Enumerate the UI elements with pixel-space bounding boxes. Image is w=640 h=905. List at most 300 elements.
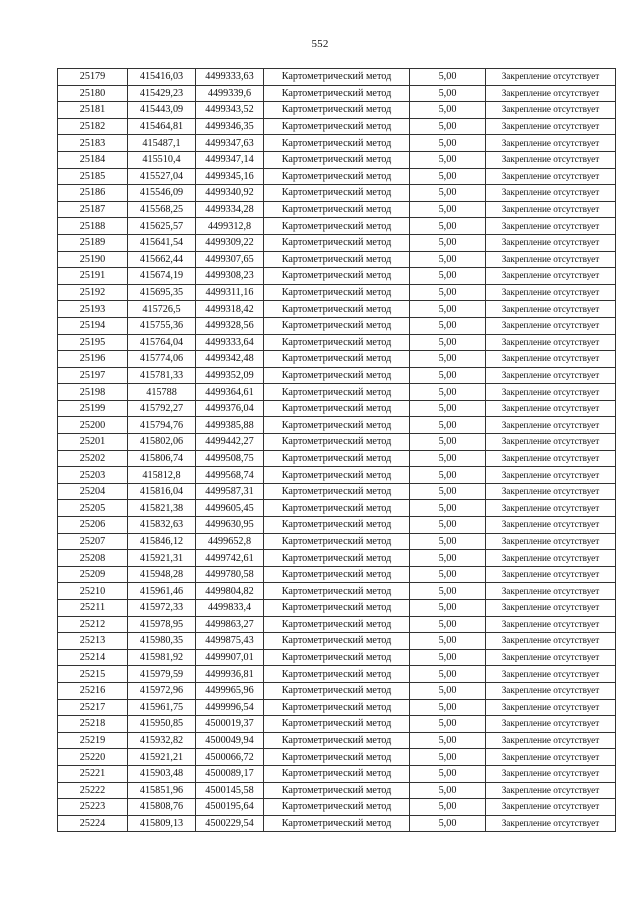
fixing-cell: Закрепление отсутствует xyxy=(486,483,616,500)
accuracy-cell: 5,00 xyxy=(410,550,486,567)
table-row xyxy=(58,69,616,86)
x-coordinate-cell: 415774,06 xyxy=(128,351,196,368)
accuracy-cell: 5,00 xyxy=(410,566,486,583)
fixing-cell: Закрепление отсутствует xyxy=(486,251,616,268)
y-coordinate-cell: 4499347,63 xyxy=(196,135,264,152)
method-cell: Картометрический метод xyxy=(264,334,410,351)
table-row xyxy=(58,400,616,417)
accuracy-cell: 5,00 xyxy=(410,732,486,749)
fixing-cell: Закрепление отсутствует xyxy=(486,151,616,168)
table-row xyxy=(58,351,616,368)
method-cell: Картометрический метод xyxy=(264,782,410,799)
method-cell: Картометрический метод xyxy=(264,168,410,185)
point-number-cell: 25205 xyxy=(58,500,128,517)
point-number-cell: 25184 xyxy=(58,151,128,168)
x-coordinate-cell: 415808,76 xyxy=(128,799,196,816)
accuracy-cell: 5,00 xyxy=(410,234,486,251)
table-row xyxy=(58,234,616,251)
x-coordinate-cell: 415903,48 xyxy=(128,765,196,782)
accuracy-cell: 5,00 xyxy=(410,799,486,816)
x-coordinate-cell: 415792,27 xyxy=(128,400,196,417)
table-row xyxy=(58,102,616,119)
y-coordinate-cell: 4499833,4 xyxy=(196,600,264,617)
x-coordinate-cell: 415972,33 xyxy=(128,600,196,617)
fixing-cell: Закрепление отсутствует xyxy=(486,600,616,617)
fixing-cell: Закрепление отсутствует xyxy=(486,616,616,633)
table-row xyxy=(58,749,616,766)
point-number-cell: 25217 xyxy=(58,699,128,716)
y-coordinate-cell: 4499318,42 xyxy=(196,301,264,318)
method-cell: Картометрический метод xyxy=(264,218,410,235)
fixing-cell: Закрепление отсутствует xyxy=(486,716,616,733)
accuracy-cell: 5,00 xyxy=(410,765,486,782)
accuracy-cell: 5,00 xyxy=(410,583,486,600)
y-coordinate-cell: 4499312,8 xyxy=(196,218,264,235)
method-cell: Картометрический метод xyxy=(264,69,410,86)
table-row xyxy=(58,268,616,285)
point-number-cell: 25196 xyxy=(58,351,128,368)
point-number-cell: 25190 xyxy=(58,251,128,268)
x-coordinate-cell: 415726,5 xyxy=(128,301,196,318)
x-coordinate-cell: 415546,09 xyxy=(128,185,196,202)
x-coordinate-cell: 415764,04 xyxy=(128,334,196,351)
point-number-cell: 25180 xyxy=(58,85,128,102)
table-row xyxy=(58,201,616,218)
y-coordinate-cell: 4499652,8 xyxy=(196,533,264,550)
y-coordinate-cell: 4499352,09 xyxy=(196,367,264,384)
point-number-cell: 25198 xyxy=(58,384,128,401)
accuracy-cell: 5,00 xyxy=(410,201,486,218)
table-row xyxy=(58,384,616,401)
accuracy-cell: 5,00 xyxy=(410,69,486,86)
fixing-cell: Закрепление отсутствует xyxy=(486,434,616,451)
accuracy-cell: 5,00 xyxy=(410,633,486,650)
fixing-cell: Закрепление отсутствует xyxy=(486,450,616,467)
fixing-cell: Закрепление отсутствует xyxy=(486,765,616,782)
fixing-cell: Закрепление отсутствует xyxy=(486,682,616,699)
accuracy-cell: 5,00 xyxy=(410,118,486,135)
y-coordinate-cell: 4500145,58 xyxy=(196,782,264,799)
table-row xyxy=(58,699,616,716)
table-row xyxy=(58,550,616,567)
fixing-cell: Закрепление отсутствует xyxy=(486,517,616,534)
method-cell: Картометрический метод xyxy=(264,102,410,119)
method-cell: Картометрический метод xyxy=(264,301,410,318)
accuracy-cell: 5,00 xyxy=(410,185,486,202)
method-cell: Картометрический метод xyxy=(264,135,410,152)
fixing-cell: Закрепление отсутствует xyxy=(486,583,616,600)
accuracy-cell: 5,00 xyxy=(410,666,486,683)
x-coordinate-cell: 415948,28 xyxy=(128,566,196,583)
method-cell: Картометрический метод xyxy=(264,251,410,268)
x-coordinate-cell: 415625,57 xyxy=(128,218,196,235)
point-number-cell: 25224 xyxy=(58,815,128,832)
y-coordinate-cell: 4499345,16 xyxy=(196,168,264,185)
y-coordinate-cell: 4500229,54 xyxy=(196,815,264,832)
x-coordinate-cell: 415981,92 xyxy=(128,649,196,666)
method-cell: Картометрический метод xyxy=(264,351,410,368)
fixing-cell: Закрепление отсутствует xyxy=(486,334,616,351)
y-coordinate-cell: 4499307,65 xyxy=(196,251,264,268)
x-coordinate-cell: 415464,81 xyxy=(128,118,196,135)
fixing-cell: Закрепление отсутствует xyxy=(486,201,616,218)
method-cell: Картометрический метод xyxy=(264,367,410,384)
table-row xyxy=(58,682,616,699)
accuracy-cell: 5,00 xyxy=(410,716,486,733)
x-coordinate-cell: 415755,36 xyxy=(128,317,196,334)
y-coordinate-cell: 4499376,04 xyxy=(196,400,264,417)
method-cell: Картометрический метод xyxy=(264,732,410,749)
point-number-cell: 25223 xyxy=(58,799,128,816)
accuracy-cell: 5,00 xyxy=(410,384,486,401)
y-coordinate-cell: 4499309,22 xyxy=(196,234,264,251)
accuracy-cell: 5,00 xyxy=(410,699,486,716)
y-coordinate-cell: 4499364,61 xyxy=(196,384,264,401)
method-cell: Картометрический метод xyxy=(264,400,410,417)
x-coordinate-cell: 415802,06 xyxy=(128,434,196,451)
accuracy-cell: 5,00 xyxy=(410,682,486,699)
table-row xyxy=(58,251,616,268)
table-row xyxy=(58,168,616,185)
x-coordinate-cell: 415821,38 xyxy=(128,500,196,517)
point-number-cell: 25202 xyxy=(58,450,128,467)
point-number-cell: 25222 xyxy=(58,782,128,799)
x-coordinate-cell: 415980,35 xyxy=(128,633,196,650)
point-number-cell: 25212 xyxy=(58,616,128,633)
x-coordinate-cell: 415662,44 xyxy=(128,251,196,268)
y-coordinate-cell: 4499742,61 xyxy=(196,550,264,567)
fixing-cell: Закрепление отсутствует xyxy=(486,633,616,650)
y-coordinate-cell: 4500089,17 xyxy=(196,765,264,782)
method-cell: Картометрический метод xyxy=(264,583,410,600)
point-number-cell: 25220 xyxy=(58,749,128,766)
fixing-cell: Закрепление отсутствует xyxy=(486,384,616,401)
fixing-cell: Закрепление отсутствует xyxy=(486,467,616,484)
table-row xyxy=(58,633,616,650)
x-coordinate-cell: 415443,09 xyxy=(128,102,196,119)
fixing-cell: Закрепление отсутствует xyxy=(486,301,616,318)
x-coordinate-cell: 415527,04 xyxy=(128,168,196,185)
x-coordinate-cell: 415816,04 xyxy=(128,483,196,500)
table-row xyxy=(58,583,616,600)
point-number-cell: 25204 xyxy=(58,483,128,500)
method-cell: Картометрический метод xyxy=(264,450,410,467)
point-number-cell: 25213 xyxy=(58,633,128,650)
point-number-cell: 25219 xyxy=(58,732,128,749)
point-number-cell: 25201 xyxy=(58,434,128,451)
table-row xyxy=(58,566,616,583)
method-cell: Картометрический метод xyxy=(264,185,410,202)
method-cell: Картометрический метод xyxy=(264,284,410,301)
x-coordinate-cell: 415781,33 xyxy=(128,367,196,384)
y-coordinate-cell: 4499587,31 xyxy=(196,483,264,500)
table-row xyxy=(58,533,616,550)
fixing-cell: Закрепление отсутствует xyxy=(486,218,616,235)
point-number-cell: 25221 xyxy=(58,765,128,782)
point-number-cell: 25218 xyxy=(58,716,128,733)
x-coordinate-cell: 415846,12 xyxy=(128,533,196,550)
fixing-cell: Закрепление отсутствует xyxy=(486,699,616,716)
table-row xyxy=(58,185,616,202)
y-coordinate-cell: 4499342,48 xyxy=(196,351,264,368)
accuracy-cell: 5,00 xyxy=(410,102,486,119)
y-coordinate-cell: 4499875,43 xyxy=(196,633,264,650)
table-row xyxy=(58,732,616,749)
point-number-cell: 25195 xyxy=(58,334,128,351)
point-number-cell: 25209 xyxy=(58,566,128,583)
method-cell: Картометрический метод xyxy=(264,417,410,434)
table-row xyxy=(58,434,616,451)
fixing-cell: Закрепление отсутствует xyxy=(486,367,616,384)
point-number-cell: 25191 xyxy=(58,268,128,285)
point-number-cell: 25215 xyxy=(58,666,128,683)
x-coordinate-cell: 415932,82 xyxy=(128,732,196,749)
method-cell: Картометрический метод xyxy=(264,268,410,285)
accuracy-cell: 5,00 xyxy=(410,317,486,334)
fixing-cell: Закрепление отсутствует xyxy=(486,118,616,135)
table-row xyxy=(58,284,616,301)
point-number-cell: 25193 xyxy=(58,301,128,318)
method-cell: Картометрический метод xyxy=(264,384,410,401)
table-row xyxy=(58,334,616,351)
fixing-cell: Закрепление отсутствует xyxy=(486,400,616,417)
accuracy-cell: 5,00 xyxy=(410,517,486,534)
accuracy-cell: 5,00 xyxy=(410,367,486,384)
table-row xyxy=(58,135,616,152)
table-row xyxy=(58,716,616,733)
fixing-cell: Закрепление отсутствует xyxy=(486,351,616,368)
accuracy-cell: 5,00 xyxy=(410,284,486,301)
fixing-cell: Закрепление отсутствует xyxy=(486,666,616,683)
table-row xyxy=(58,765,616,782)
fixing-cell: Закрепление отсутствует xyxy=(486,500,616,517)
y-coordinate-cell: 4499333,63 xyxy=(196,69,264,86)
accuracy-cell: 5,00 xyxy=(410,151,486,168)
accuracy-cell: 5,00 xyxy=(410,450,486,467)
y-coordinate-cell: 4499936,81 xyxy=(196,666,264,683)
point-number-cell: 25186 xyxy=(58,185,128,202)
method-cell: Картометрический метод xyxy=(264,550,410,567)
y-coordinate-cell: 4499328,56 xyxy=(196,317,264,334)
accuracy-cell: 5,00 xyxy=(410,533,486,550)
y-coordinate-cell: 4499442,27 xyxy=(196,434,264,451)
x-coordinate-cell: 415961,75 xyxy=(128,699,196,716)
y-coordinate-cell: 4499863,27 xyxy=(196,616,264,633)
fixing-cell: Закрепление отсутствует xyxy=(486,566,616,583)
accuracy-cell: 5,00 xyxy=(410,334,486,351)
fixing-cell: Закрепление отсутствует xyxy=(486,533,616,550)
table-row xyxy=(58,600,616,617)
x-coordinate-cell: 415978,95 xyxy=(128,616,196,633)
table-row xyxy=(58,85,616,102)
y-coordinate-cell: 4499385,88 xyxy=(196,417,264,434)
method-cell: Картометрический метод xyxy=(264,649,410,666)
y-coordinate-cell: 4499333,64 xyxy=(196,334,264,351)
accuracy-cell: 5,00 xyxy=(410,600,486,617)
x-coordinate-cell: 415695,35 xyxy=(128,284,196,301)
accuracy-cell: 5,00 xyxy=(410,616,486,633)
point-number-cell: 25185 xyxy=(58,168,128,185)
table-row xyxy=(58,649,616,666)
point-number-cell: 25203 xyxy=(58,467,128,484)
x-coordinate-cell: 415641,54 xyxy=(128,234,196,251)
y-coordinate-cell: 4499347,14 xyxy=(196,151,264,168)
accuracy-cell: 5,00 xyxy=(410,649,486,666)
fixing-cell: Закрепление отсутствует xyxy=(486,102,616,119)
x-coordinate-cell: 415429,23 xyxy=(128,85,196,102)
fixing-cell: Закрепление отсутствует xyxy=(486,799,616,816)
table-row xyxy=(58,417,616,434)
fixing-cell: Закрепление отсутствует xyxy=(486,135,616,152)
fixing-cell: Закрепление отсутствует xyxy=(486,69,616,86)
method-cell: Картометрический метод xyxy=(264,799,410,816)
coordinates-table xyxy=(57,68,616,832)
table-row xyxy=(58,301,616,318)
method-cell: Картометрический метод xyxy=(264,600,410,617)
table-row xyxy=(58,218,616,235)
table-row xyxy=(58,467,616,484)
fixing-cell: Закрепление отсутствует xyxy=(486,417,616,434)
y-coordinate-cell: 4499630,95 xyxy=(196,517,264,534)
table-row xyxy=(58,517,616,534)
method-cell: Картометрический метод xyxy=(264,699,410,716)
x-coordinate-cell: 415950,85 xyxy=(128,716,196,733)
method-cell: Картометрический метод xyxy=(264,118,410,135)
fixing-cell: Закрепление отсутствует xyxy=(486,749,616,766)
y-coordinate-cell: 4499339,6 xyxy=(196,85,264,102)
table-row xyxy=(58,500,616,517)
method-cell: Картометрический метод xyxy=(264,765,410,782)
method-cell: Картометрический метод xyxy=(264,85,410,102)
accuracy-cell: 5,00 xyxy=(410,85,486,102)
table-row xyxy=(58,666,616,683)
fixing-cell: Закрепление отсутствует xyxy=(486,782,616,799)
accuracy-cell: 5,00 xyxy=(410,268,486,285)
table-row xyxy=(58,317,616,334)
accuracy-cell: 5,00 xyxy=(410,351,486,368)
method-cell: Картометрический метод xyxy=(264,201,410,218)
x-coordinate-cell: 415961,46 xyxy=(128,583,196,600)
y-coordinate-cell: 4500019,37 xyxy=(196,716,264,733)
fixing-cell: Закрепление отсутствует xyxy=(486,317,616,334)
point-number-cell: 25206 xyxy=(58,517,128,534)
fixing-cell: Закрепление отсутствует xyxy=(486,268,616,285)
y-coordinate-cell: 4500195,64 xyxy=(196,799,264,816)
table-body xyxy=(58,69,616,832)
x-coordinate-cell: 415416,03 xyxy=(128,69,196,86)
method-cell: Картометрический метод xyxy=(264,467,410,484)
accuracy-cell: 5,00 xyxy=(410,417,486,434)
table-row xyxy=(58,799,616,816)
x-coordinate-cell: 415979,59 xyxy=(128,666,196,683)
y-coordinate-cell: 4499308,23 xyxy=(196,268,264,285)
y-coordinate-cell: 4499780,58 xyxy=(196,566,264,583)
point-number-cell: 25197 xyxy=(58,367,128,384)
y-coordinate-cell: 4499605,45 xyxy=(196,500,264,517)
accuracy-cell: 5,00 xyxy=(410,218,486,235)
x-coordinate-cell: 415812,8 xyxy=(128,467,196,484)
method-cell: Картометрический метод xyxy=(264,815,410,832)
point-number-cell: 25192 xyxy=(58,284,128,301)
y-coordinate-cell: 4499568,74 xyxy=(196,467,264,484)
y-coordinate-cell: 4499907,01 xyxy=(196,649,264,666)
table-row xyxy=(58,151,616,168)
table-row xyxy=(58,450,616,467)
fixing-cell: Закрепление отсутствует xyxy=(486,185,616,202)
method-cell: Картометрический метод xyxy=(264,234,410,251)
accuracy-cell: 5,00 xyxy=(410,301,486,318)
method-cell: Картометрический метод xyxy=(264,682,410,699)
point-number-cell: 25216 xyxy=(58,682,128,699)
accuracy-cell: 5,00 xyxy=(410,434,486,451)
point-number-cell: 25208 xyxy=(58,550,128,567)
x-coordinate-cell: 415568,25 xyxy=(128,201,196,218)
y-coordinate-cell: 4500049,94 xyxy=(196,732,264,749)
fixing-cell: Закрепление отсутствует xyxy=(486,649,616,666)
table-row xyxy=(58,483,616,500)
fixing-cell: Закрепление отсутствует xyxy=(486,168,616,185)
method-cell: Картометрический метод xyxy=(264,434,410,451)
x-coordinate-cell: 415674,19 xyxy=(128,268,196,285)
method-cell: Картометрический метод xyxy=(264,483,410,500)
x-coordinate-cell: 415794,76 xyxy=(128,417,196,434)
method-cell: Картометрический метод xyxy=(264,566,410,583)
table-row xyxy=(58,782,616,799)
accuracy-cell: 5,00 xyxy=(410,782,486,799)
accuracy-cell: 5,00 xyxy=(410,815,486,832)
x-coordinate-cell: 415851,96 xyxy=(128,782,196,799)
fixing-cell: Закрепление отсутствует xyxy=(486,85,616,102)
method-cell: Картометрический метод xyxy=(264,533,410,550)
point-number-cell: 25210 xyxy=(58,583,128,600)
point-number-cell: 25199 xyxy=(58,400,128,417)
fixing-cell: Закрепление отсутствует xyxy=(486,732,616,749)
method-cell: Картометрический метод xyxy=(264,633,410,650)
table-row xyxy=(58,815,616,832)
accuracy-cell: 5,00 xyxy=(410,749,486,766)
y-coordinate-cell: 4499996,54 xyxy=(196,699,264,716)
table-row xyxy=(58,367,616,384)
point-number-cell: 25182 xyxy=(58,118,128,135)
method-cell: Картометрический метод xyxy=(264,517,410,534)
y-coordinate-cell: 4499340,92 xyxy=(196,185,264,202)
x-coordinate-cell: 415921,31 xyxy=(128,550,196,567)
point-number-cell: 25200 xyxy=(58,417,128,434)
table-row xyxy=(58,118,616,135)
point-number-cell: 25179 xyxy=(58,69,128,86)
x-coordinate-cell: 415809,13 xyxy=(128,815,196,832)
x-coordinate-cell: 415921,21 xyxy=(128,749,196,766)
accuracy-cell: 5,00 xyxy=(410,251,486,268)
accuracy-cell: 5,00 xyxy=(410,400,486,417)
method-cell: Картометрический метод xyxy=(264,666,410,683)
fixing-cell: Закрепление отсутствует xyxy=(486,550,616,567)
x-coordinate-cell: 415972,96 xyxy=(128,682,196,699)
method-cell: Картометрический метод xyxy=(264,500,410,517)
point-number-cell: 25214 xyxy=(58,649,128,666)
point-number-cell: 25207 xyxy=(58,533,128,550)
point-number-cell: 25181 xyxy=(58,102,128,119)
y-coordinate-cell: 4499334,28 xyxy=(196,201,264,218)
accuracy-cell: 5,00 xyxy=(410,483,486,500)
fixing-cell: Закрепление отсутствует xyxy=(486,815,616,832)
y-coordinate-cell: 4499346,35 xyxy=(196,118,264,135)
x-coordinate-cell: 415806,74 xyxy=(128,450,196,467)
y-coordinate-cell: 4500066,72 xyxy=(196,749,264,766)
accuracy-cell: 5,00 xyxy=(410,135,486,152)
y-coordinate-cell: 4499311,16 xyxy=(196,284,264,301)
y-coordinate-cell: 4499508,75 xyxy=(196,450,264,467)
